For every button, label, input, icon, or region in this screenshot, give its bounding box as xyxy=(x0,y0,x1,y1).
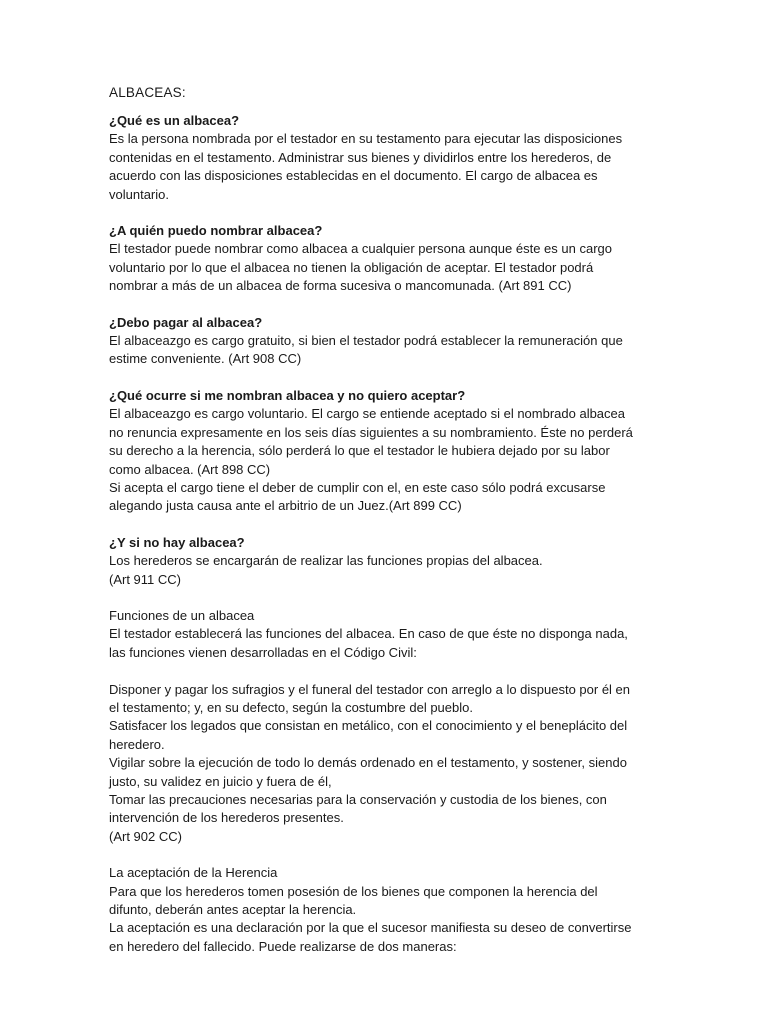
document-page xyxy=(109,84,639,974)
funcion-item: Vigilar sobre la ejecución de todo lo demás ordenado en el testamento, y sostener, siendo justo, su validez en juicio y fuera de él, xyxy=(109,755,627,789)
article-reference: (Art 902 CC) xyxy=(109,828,182,844)
section-aceptacion-herencia xyxy=(109,864,639,956)
section-no-quiero-aceptar xyxy=(109,387,639,516)
article-reference: (Art 911 CC) xyxy=(109,571,181,587)
herencia-paragraph: Para que los herederos tomen posesión de los bienes que componen la herencia del difunto, deberán antes aceptar la herencia. xyxy=(109,883,598,918)
answer-paragraph: Si acepta el cargo tiene el deber de cumplir con el, en este caso sólo podrá excusarse alegando justa causa ante el arbitrio de un Juez.(Art 899 CC) xyxy=(109,479,606,514)
section-debo-pagar xyxy=(109,314,639,369)
funcion-item: Disponer y pagar los sufragios y el funeral del testador con arreglo a lo dispuesto por él en el testamento; y, en su defecto, según la costumbre del pueblo. xyxy=(109,681,631,715)
funciones-intro: El testador establecerá las funciones del albacea. En caso de que éste no disponga nada, las funciones vienen desarrolladas en el Código Civil: xyxy=(109,626,628,660)
blank-line xyxy=(109,662,639,680)
answer-paragraph: El testador puede nombrar como albacea a cualquier persona aunque éste es un cargo voluntario por lo que el albacea no tienen la obligación de aceptar. El testador podrá nombrar a más de un albacea de forma sucesiva o mancomunada. (Art 891 CC) xyxy=(109,241,612,294)
herencia-paragraph: La aceptación es una declaración por la que el sucesor manifiesta su deseo de convertirse en heredero del fallecido. Puede realizarse de dos maneras: xyxy=(109,920,632,954)
funcion-item: Satisfacer los legados que consistan en metálico, con el conocimiento y el beneplácito del heredero. xyxy=(109,718,628,752)
answer-paragraph: El albaceazgo es cargo gratuito, si bien el testador podrá establecer la remuneración que estime conveniente. (Art 908 CC) xyxy=(109,333,623,367)
funciones-heading: Funciones de un albacea xyxy=(109,607,255,623)
section-no-hay-albacea xyxy=(109,534,639,589)
question-heading: ¿Y si no hay albacea? xyxy=(109,534,245,550)
answer-paragraph: Es la persona nombrada por el testador en su testamento para ejecutar las disposiciones contenidas en el testamento. Administrar sus bienes y dividirlos entre los herederos, de acuerdo con las disposiciones establecidas en el documento. El cargo de albacea es voluntario. xyxy=(109,131,623,202)
question-heading: ¿Qué ocurre si me nombran albacea y no quiero aceptar? xyxy=(109,387,466,403)
question-heading: ¿Qué es un albacea? xyxy=(109,113,240,128)
herencia-heading: La aceptación de la Herencia xyxy=(109,865,278,881)
section-que-es-albacea xyxy=(109,112,639,204)
answer-paragraph: Los herederos se encargarán de realizar las funciones propias del albacea. xyxy=(109,553,543,569)
question-heading: ¿Debo pagar al albacea? xyxy=(109,314,263,330)
answer-paragraph: El albaceazgo es cargo voluntario. El cargo se entiende aceptado si el nombrado albacea no renuncia expresamente en los seis días siguientes a su nombramiento. Éste no perderá su derecho a la herencia, sólo perderá lo que el testador le hubiera dejado por su labor como albacea. (Art 898 CC) xyxy=(109,406,633,477)
section-a-quien-nombrar xyxy=(109,222,639,296)
document-title: ALBACEAS: xyxy=(109,85,186,100)
section-funciones xyxy=(109,607,639,846)
question-heading: ¿A quién puedo nombrar albacea? xyxy=(109,223,323,239)
funcion-item: Tomar las precauciones necesarias para la conservación y custodia de los bienes, con intervención de los herederos presentes. xyxy=(109,791,607,826)
